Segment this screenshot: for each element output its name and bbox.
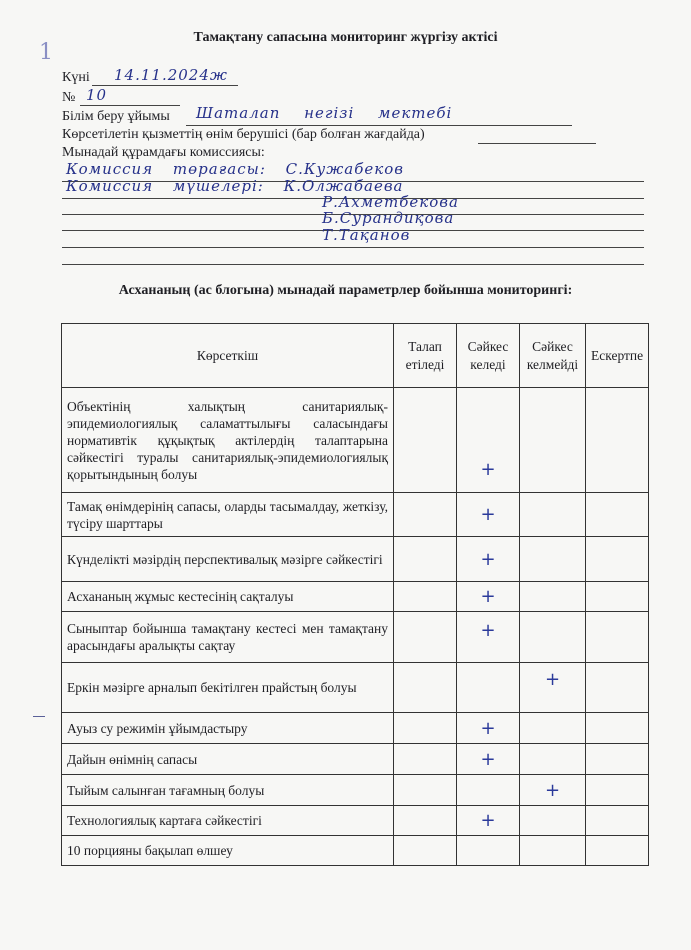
provider-label: Көрсетілетін қызметтің өнім берушісі (бар болған жағдайда): [62, 127, 425, 142]
number-value: 10: [86, 86, 108, 104]
commission-member-1: Комиссия мүшелері: К.Олжабаева: [66, 177, 404, 195]
row-indicator: Тамақ өнімдерінің сапасы, оларды тасымалдау, жеткізу, түсіру шарттары: [62, 493, 394, 537]
row-not-complies: [520, 388, 586, 493]
row-note: [586, 582, 649, 612]
row-indicator: Дайын өнімнің сапасы: [62, 744, 394, 775]
table-row: [62, 493, 649, 537]
row-note: [586, 744, 649, 775]
row-required: [394, 663, 457, 713]
header-indicator: Көрсеткіш: [62, 324, 394, 388]
row-note: [586, 493, 649, 537]
row-not-complies: [520, 713, 586, 744]
header-complies: Сәйкес келеді: [457, 324, 520, 388]
row-complies: +: [457, 537, 520, 582]
row-indicator: Технологиялық картаға сәйкестігі: [62, 806, 394, 836]
commission-line-5: [62, 247, 644, 248]
row-required: [394, 537, 457, 582]
row-required: [394, 836, 457, 866]
row-note: [586, 612, 649, 663]
row-complies: [457, 836, 520, 866]
table-row: [62, 612, 649, 663]
commission-label: Мынадай құрамдағы комиссиясы:: [62, 145, 265, 160]
row-not-complies: [520, 537, 586, 582]
row-required: [394, 388, 457, 493]
row-complies: +: [457, 388, 520, 493]
table-row: [62, 806, 649, 836]
row-note: [586, 775, 649, 806]
row-complies: +: [457, 612, 520, 663]
row-indicator: Тыйым салынған тағамның болуы: [62, 775, 394, 806]
document-title: Тамақтану сапасына мониторинг жүргізу актісі: [193, 30, 498, 45]
commission-member-3: Б.Сурандиқова: [322, 209, 455, 227]
row-indicator: Асхананың жұмыс кестесінің сақталуы: [62, 582, 394, 612]
table-row: [62, 537, 649, 582]
row-indicator: 10 порцияны бақылап өлшеу: [62, 836, 394, 866]
row-required: [394, 612, 457, 663]
row-note: [586, 836, 649, 866]
row-required: [394, 744, 457, 775]
row-indicator: Объектінің халықтың санитариялық-эпидемиологиялық саламаттылығы саласындағы нормативтік құқықтық актілердің талаптарына сәйкестігі туралы санитариялық-эпидемиологиялық қорытындының болуы: [62, 388, 394, 493]
number-label: №: [62, 90, 76, 105]
row-note: [586, 806, 649, 836]
table-title: Асхананың (ас блогына) мынадай параметрлер бойынша мониторингі:: [118, 283, 573, 298]
org-value: Шаталап негізі мектебі: [196, 104, 453, 122]
date-value: 14.11.2024ж: [114, 66, 228, 84]
provider-underline: [478, 143, 596, 144]
row-required: [394, 493, 457, 537]
table-row: [62, 836, 649, 866]
commission-chair: Комиссия төрағасы: С.Кужабеков: [66, 160, 404, 178]
row-complies: [457, 775, 520, 806]
row-indicator: Ауыз су режимін ұйымдастыру: [62, 713, 394, 744]
row-not-complies: [520, 836, 586, 866]
commission-line-6: [62, 264, 644, 265]
row-not-complies: [520, 744, 586, 775]
table-row: [62, 713, 649, 744]
row-complies: +: [457, 713, 520, 744]
row-note: [586, 663, 649, 713]
date-underline: [92, 85, 238, 86]
row-not-complies: [520, 582, 586, 612]
row-not-complies: [520, 493, 586, 537]
row-note: [586, 388, 649, 493]
row-not-complies: [520, 612, 586, 663]
table-row: [62, 663, 649, 713]
row-required: [394, 806, 457, 836]
row-required: [394, 713, 457, 744]
org-label: Білім беру ұйымы: [62, 109, 170, 124]
row-note: [586, 713, 649, 744]
table-row: [62, 388, 649, 493]
corner-mark: 1: [39, 40, 53, 65]
row-complies: +: [457, 806, 520, 836]
row-indicator: Еркін мәзірге арналып бекітілген прайстың болуы: [62, 663, 394, 713]
table-row: [62, 582, 649, 612]
header-not-complies: Сәйкес келмейді: [520, 324, 586, 388]
row-not-complies: +: [520, 775, 586, 806]
row-indicator: Сыныптар бойынша тамақтану кестесі мен тамақтану арасындағы аралықты сақтау: [62, 612, 394, 663]
margin-scratch-mark: [33, 716, 45, 717]
commission-member-2: Р.Ахметбекова: [322, 193, 459, 211]
row-complies: +: [457, 582, 520, 612]
header-required: Талап етіледі: [394, 324, 457, 388]
row-not-complies: +: [520, 663, 586, 713]
row-complies: +: [457, 493, 520, 537]
date-label: Күні: [62, 70, 90, 85]
commission-member-4: Т.Тақанов: [322, 226, 411, 244]
table-row: [62, 744, 649, 775]
row-complies: [457, 663, 520, 713]
row-indicator: Күнделікті мәзірдің перспективалық мәзірге сәйкестігі: [62, 537, 394, 582]
row-not-complies: [520, 806, 586, 836]
header-note: Ескертпе: [586, 324, 649, 388]
monitoring-table: [61, 323, 649, 866]
number-underline: [80, 105, 180, 106]
row-required: [394, 775, 457, 806]
table-row: [62, 775, 649, 806]
org-underline: [186, 125, 572, 126]
row-note: [586, 537, 649, 582]
table-header-row: [62, 324, 649, 388]
row-complies: +: [457, 744, 520, 775]
row-required: [394, 582, 457, 612]
